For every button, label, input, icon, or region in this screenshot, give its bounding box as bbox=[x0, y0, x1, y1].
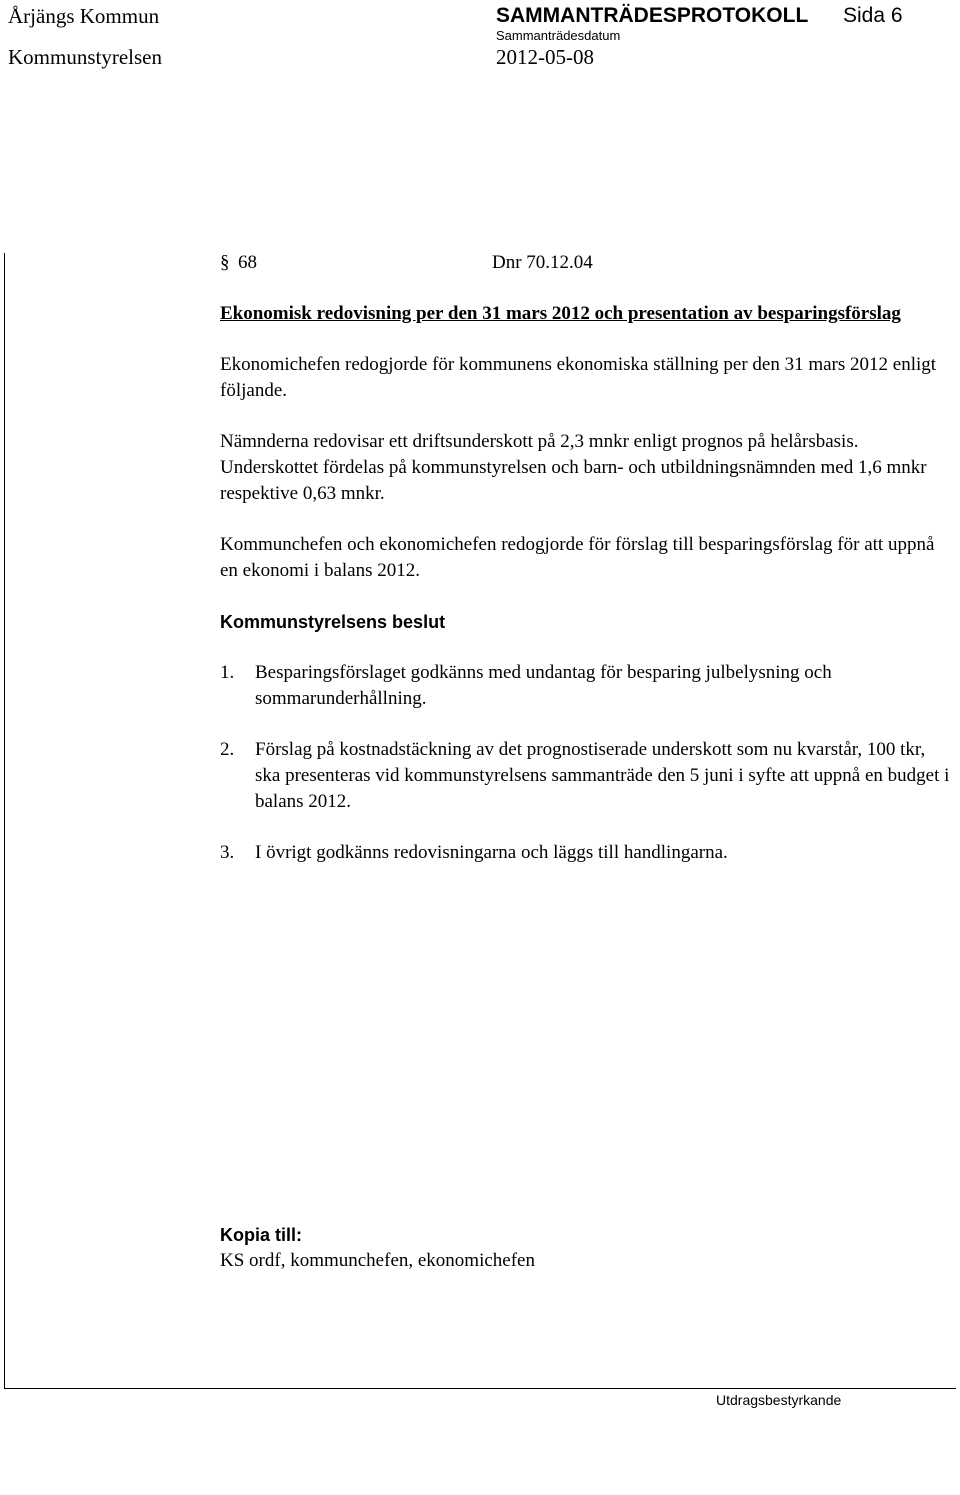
paragraph-1: Ekonomichefen redogjorde för kommunens ekonomiska ställning per den 31 mars 2012 enligt följande. bbox=[220, 354, 937, 401]
footer-divider bbox=[4, 1388, 956, 1389]
decision-number: 1. bbox=[220, 662, 235, 683]
section-number: 68 bbox=[238, 252, 257, 273]
decision-heading: Kommunstyrelsens beslut bbox=[220, 612, 446, 632]
copy-block bbox=[220, 1222, 955, 1274]
section-content bbox=[220, 250, 955, 866]
section-title: Ekonomisk redovisning per den 31 mars 2012 och presentation av besparingsförslag bbox=[220, 303, 901, 324]
verification-label: Utdragsbestyrkande bbox=[716, 1392, 842, 1408]
copy-label: Kopia till: bbox=[220, 1225, 302, 1245]
paragraph-3: Kommunchefen och ekonomichefen redogjorde för förslag till besparingsförslag för att uppnå en ekonomi i balans 2012. bbox=[220, 534, 935, 581]
meeting-date: 2012-05-08 bbox=[496, 45, 594, 69]
copy-recipients: KS ordf, kommunchefen, ekonomichefen bbox=[220, 1250, 535, 1271]
page-number: Sida 6 bbox=[843, 4, 903, 27]
decision-text: I övrigt godkänns redovisningarna och läggs till handlingarna. bbox=[255, 842, 728, 863]
section-symbol: § bbox=[220, 252, 230, 273]
decision-item bbox=[220, 660, 955, 712]
meeting-date-label: Sammanträdesdatum bbox=[496, 28, 621, 43]
organization-name: Årjängs Kommun bbox=[8, 4, 160, 28]
decision-number: 3. bbox=[220, 842, 235, 863]
section-dnr: Dnr 70.12.04 bbox=[492, 252, 593, 273]
left-margin-line bbox=[4, 253, 5, 1389]
decision-text: Besparingsförslaget godkänns med undantag för besparing julbelysning och sommarunderhållning. bbox=[255, 662, 832, 709]
decision-number: 2. bbox=[220, 739, 235, 760]
section-header bbox=[220, 250, 955, 276]
decision-item bbox=[220, 840, 955, 866]
paragraph-2: Nämnderna redovisar ett driftsunderskott på 2,3 mnkr enligt prognos på helårsbasis. Underskottet fördelas på kommunstyrelsen och barn- och utbildningsnämnden med 1,6 mnkr respektive 0,63 mnkr. bbox=[220, 431, 927, 504]
decision-text: Förslag på kostnadstäckning av det prognostiserade underskott som nu kvarstår, 100 tkr, ska presenteras vid kommunstyrelsens sammanträde den 5 juni i syfte att uppnå en budget i balans 2012. bbox=[255, 739, 950, 812]
department-name: Kommunstyrelsen bbox=[8, 45, 162, 69]
decision-item bbox=[220, 737, 955, 815]
document-type: SAMMANTRÄDESPROTOKOLL bbox=[496, 4, 809, 27]
